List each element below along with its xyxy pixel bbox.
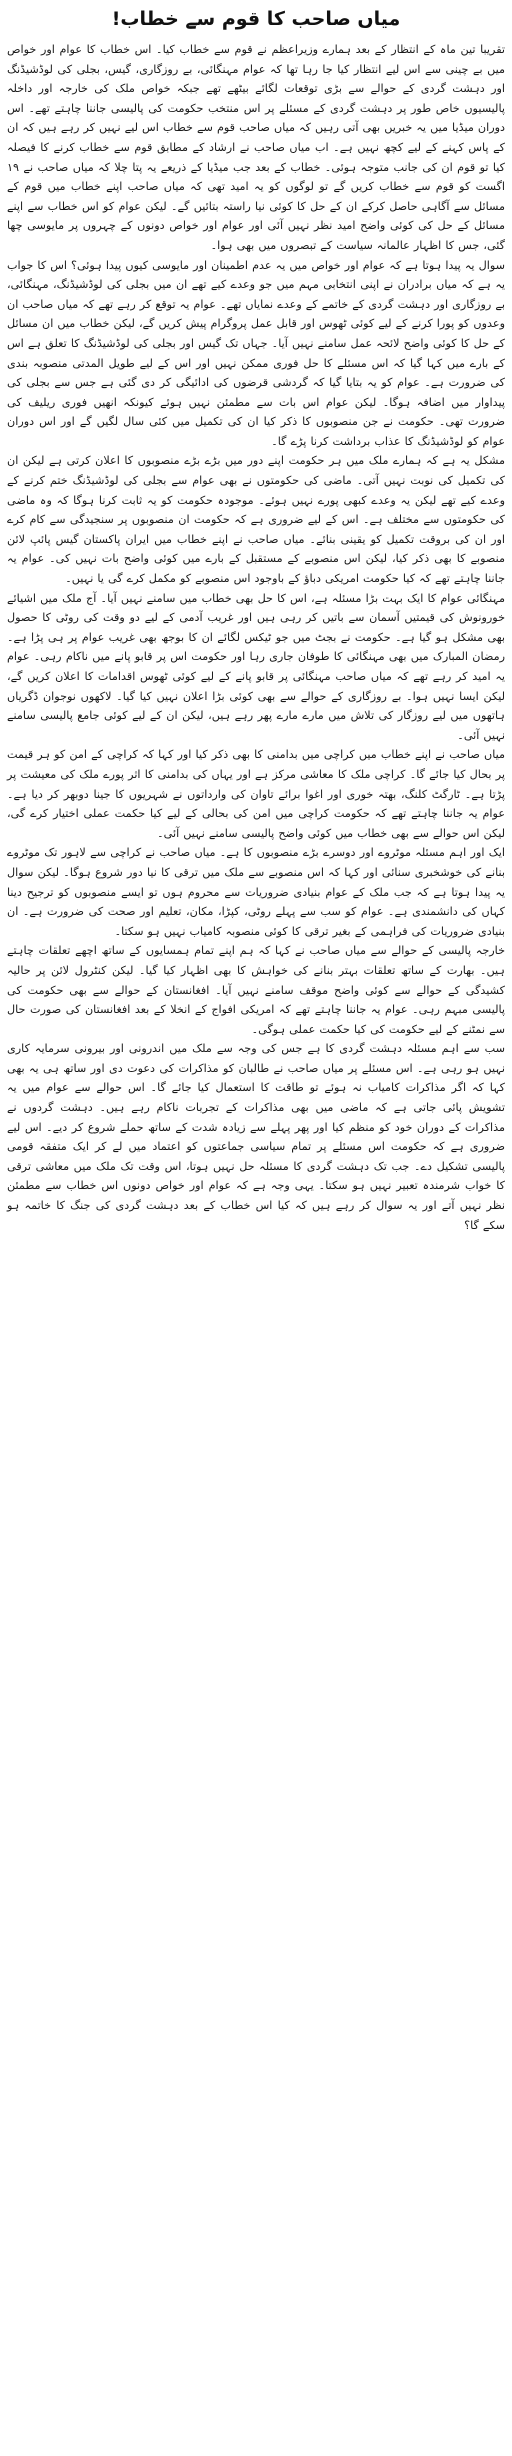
article-paragraph: خارجہ پالیسی کے حوالے سے میاں صاحب نے کہا کہ ہم اپنے تمام ہمسایوں کے ساتھ اچھے تعلقات چاہتے ہیں۔ بھارت کے ساتھ تعلقات بہتر بنانے کی خواہش کا بھی اظہار کیا گیا۔ لیکن کنٹرول لائن پر حالیہ کشیدگی کے حوالے سے کوئی واضح موقف سامنے نہیں آیا۔ افغانستان کے حوالے سے بھی حکومت کی پالیسی مبہم رہی۔ عوام یہ جاننا چاہتے تھے کہ امریکی افواج کے انخلا کے بعد افغانستان کی صورت حال سے نمٹنے کے لیے حکومت کی کیا حکمت عملی ہوگی۔ [7, 944, 505, 1036]
article-paragraph: سوال یہ پیدا ہوتا ہے کہ عوام اور خواص میں یہ عدم اطمینان اور مایوسی کیوں پیدا ہوئی؟ اس کا جواب یہ ہے کہ میاں برادران نے اپنی انتخابی مہم میں جو وعدے کیے تھے ان میں بجلی کی لوڈشیڈنگ، مہنگائی، بے روزگاری اور دہشت گردی کے خاتمے کے وعدے نمایاں تھے۔ عوام یہ توقع کر رہے تھے کہ میاں صاحب ان وعدوں کو پورا کرنے کے لیے کوئی ٹھوس اور قابل عمل پروگرام پیش کریں گے، لیکن خطاب میں ان مسائل کے حل کا کوئی واضح لائحہ عمل سامنے نہیں آیا۔ جہاں تک گیس اور بجلی کی لوڈشیڈنگ کا تعلق ہے اس کے بارے میں کہا گیا کہ اس مسئلے کا حل فوری ممکن نہیں اور اس کے لیے طویل المدتی منصوبہ بندی کی ضرورت ہے۔ عوام کو یہ بتایا گیا کہ گردشی قرضوں کی ادائیگی کر دی گئی ہے جس سے بجلی کی پیداوار میں اضافہ ہوگا۔ لیکن عوام اس بات سے مطمئن نہیں ہوئے کیونکہ انھیں فوری ریلیف کی ضرورت تھی۔ حکومت نے جن منصوبوں کا ذکر کیا ان کی تکمیل میں کئی سال لگیں گے اور اس دوران عوام کو لوڈشیڈنگ کا عذاب برداشت کرنا پڑے گا۔ [7, 258, 505, 448]
article-paragraph: سب سے اہم مسئلہ دہشت گردی کا ہے جس کی وجہ سے ملک میں اندرونی اور بیرونی سرمایہ کاری نہیں ہو رہی ہے۔ اس مسئلے پر میاں صاحب نے طالبان کو مذاکرات کی دعوت دی اور ساتھ ہی یہ بھی کہا کہ اگر مذاکرات کامیاب نہ ہوئے تو طاقت کا استعمال کیا جائے گا۔ اس حوالے سے عوام میں یہ تشویش پائی جاتی ہے کہ ماضی میں بھی مذاکرات کے تجربات ناکام رہے ہیں۔ دہشت گردوں نے مذاکرات کے دوران خود کو منظم کیا اور پھر پہلے سے زیادہ شدت کے ساتھ حملے شروع کر دیے۔ اس لیے ضروری ہے کہ حکومت اس مسئلے پر تمام سیاسی جماعتوں کو اعتماد میں لے کر ایک متفقہ قومی پالیسی تشکیل دے۔ جب تک دہشت گردی کا مسئلہ حل نہیں ہوتا، اس وقت تک ملک میں معاشی ترقی کا خواب شرمندہ تعبیر نہیں ہو سکتا۔ یہی وجہ ہے کہ عوام اور خواص دونوں اس خطاب سے مطمئن نظر نہیں آتے اور یہ سوال کر رہے ہیں کہ کیا اس خطاب کے بعد دہشت گردی کی جنگ کا خاتمہ ہو سکے گا؟ [7, 1042, 505, 1232]
article-paragraph: مہنگائی عوام کا ایک بہت بڑا مسئلہ ہے، اس کا حل بھی خطاب میں سامنے نہیں آیا۔ آج ملک میں اشیائے خورونوش کی قیمتیں آسمان سے باتیں کر رہی ہیں اور غریب آدمی کے لیے دو وقت کی روٹی کا حصول بھی مشکل ہو گیا ہے۔ حکومت نے بجٹ میں جو ٹیکس لگائے ان کا بوجھ بھی غریب عوام پر ہی پڑا ہے۔ رمضان المبارک میں بھی مہنگائی کا طوفان جاری رہا اور حکومت اس پر قابو پانے میں ناکام رہی۔ عوام یہ امید کر رہے تھے کہ میاں صاحب مہنگائی پر قابو پانے کے لیے کوئی ٹھوس اقدامات کا اعلان کریں گے، لیکن ایسا نہیں ہوا۔ بے روزگاری کے حوالے سے بھی کوئی بڑا اعلان نہیں کیا گیا۔ لاکھوں نوجوان ڈگریاں ہاتھوں میں لیے روزگار کی تلاش میں مارے مارے پھر رہے ہیں، لیکن ان کے لیے کوئی جامع پالیسی سامنے نہیں آئی۔ [7, 591, 505, 742]
article-paragraph: تقریبا تین ماہ کے انتظار کے بعد ہمارے وزیراعظم نے قوم سے خطاب کیا۔ اس خطاب کا عوام اور خواص میں بے چینی سے اس لیے انتظار کیا جا رہا تھا کہ عوام مہنگائی، بے روزگاری، گیس، بجلی کی لوڈشیڈنگ اور دہشت گردی کے حوالے سے بڑی توقعات لگائے بیٹھے تھے جبکہ خواص ملک کی خارجہ اور داخلہ پالیسیوں خاص طور پر دہشت گردی کے مسئلے پر اس منتخب حکومت کی پالیسی جاننا چاہتے تھے۔ اس دوران میڈیا میں یہ خبریں بھی آتی رہیں کہ میاں صاحب قوم سے خطاب اس لیے نہیں کر رہے ہیں کہ ان کے پاس کہنے کے لیے کچھ نہیں ہے۔ اب میاں صاحب نے ارشاد کے مطابق قوم سے خطاب کرنے کا فیصلہ کیا تو قوم ان کی جانب متوجہ ہوئی۔ خطاب کے بعد جب میڈیا کے ذریعے یہ پتا چلا کہ میاں صاحب نے ۱۹ اگست کو قوم سے خطاب کریں گے تو لوگوں کو یہ امید تھی کہ میاں صاحب اپنے خطاب میں قوم کے مسائل سے آگاہی حاصل کرکے ان کے حل کا کوئی نیا راستہ بتائیں گے۔ لیکن عوام کو اس خطاب سے اپنے مسائل کے حل کی کوئی واضح امید نظر نہیں آئی اور عوام اور خواص دونوں کے چہروں پر مایوسی چھا گئی، جس کا اظہار عالمانہ سیاست کے تبصروں میں بھی ہوا۔ [7, 43, 505, 252]
article-paragraph: مشکل یہ ہے کہ ہمارے ملک میں ہر حکومت اپنے دور میں بڑے بڑے منصوبوں کا اعلان کرتی ہے لیکن ان کی تکمیل کی نوبت نہیں آتی۔ ماضی کی حکومتوں نے بھی عوام سے بجلی کی لوڈشیڈنگ ختم کرنے کے وعدے کیے تھے لیکن یہ وعدے کبھی پورے نہیں ہوئے۔ موجودہ حکومت کو یہ ثابت کرنا ہوگا کہ وہ ماضی کی حکومتوں سے مختلف ہے۔ اس کے لیے ضروری ہے کہ حکومت ان منصوبوں پر سنجیدگی سے کام کرے اور ان کی بروقت تکمیل کو یقینی بنائے۔ میاں صاحب نے اپنے خطاب میں ایران پاکستان گیس پائپ لائن منصوبے کا بھی ذکر کیا، لیکن اس منصوبے کے مستقبل کے بارے میں کوئی واضح بات نہیں کی۔ عوام یہ جاننا چاہتے تھے کہ کیا حکومت امریکی دباؤ کے باوجود اس منصوبے کو مکمل کرے گی یا نہیں۔ [7, 454, 505, 586]
article-paragraph: ایک اور اہم مسئلہ موٹروے اور دوسرے بڑے منصوبوں کا ہے۔ میاں صاحب نے کراچی سے لاہور تک موٹروے بنانے کی خوشخبری سنائی اور کہا کہ اس منصوبے سے ملک میں ترقی کا نیا دور شروع ہوگا۔ لیکن سوال یہ پیدا ہوتا ہے کہ جب ملک کے عوام بنیادی ضروریات سے محروم ہوں تو ایسے منصوبوں کو ترجیح دینا کہاں کی دانشمندی ہے۔ عوام کو سب سے پہلے روٹی، کپڑا، مکان، تعلیم اور صحت کی ضرورت ہے۔ ان بنیادی ضروریات کی فراہمی کے بغیر ترقی کا کوئی منصوبہ کامیاب نہیں ہو سکتا۔ [7, 846, 505, 938]
article-paragraph: میاں صاحب نے اپنے خطاب میں کراچی میں بدامنی کا بھی ذکر کیا اور کہا کہ کراچی کے امن کو ہر قیمت پر بحال کیا جائے گا۔ کراچی ملک کا معاشی مرکز ہے اور یہاں کی بدامنی کا اثر پورے ملک کی معیشت پر پڑتا ہے۔ ٹارگٹ کلنگ، بھتہ خوری اور اغوا برائے تاوان کی وارداتوں نے شہریوں کا جینا دوبھر کر دیا ہے۔ عوام یہ جاننا چاہتے تھے کہ حکومت کراچی میں امن کی بحالی کے لیے کیا حکمت عملی اختیار کرے گی، لیکن اس حوالے سے بھی خطاب میں کوئی واضح پالیسی سامنے نہیں آئی۔ [7, 748, 505, 840]
article-body [7, 40, 505, 1235]
article-headline: میاں صاحب کا قوم سے خطاب! [111, 8, 401, 30]
